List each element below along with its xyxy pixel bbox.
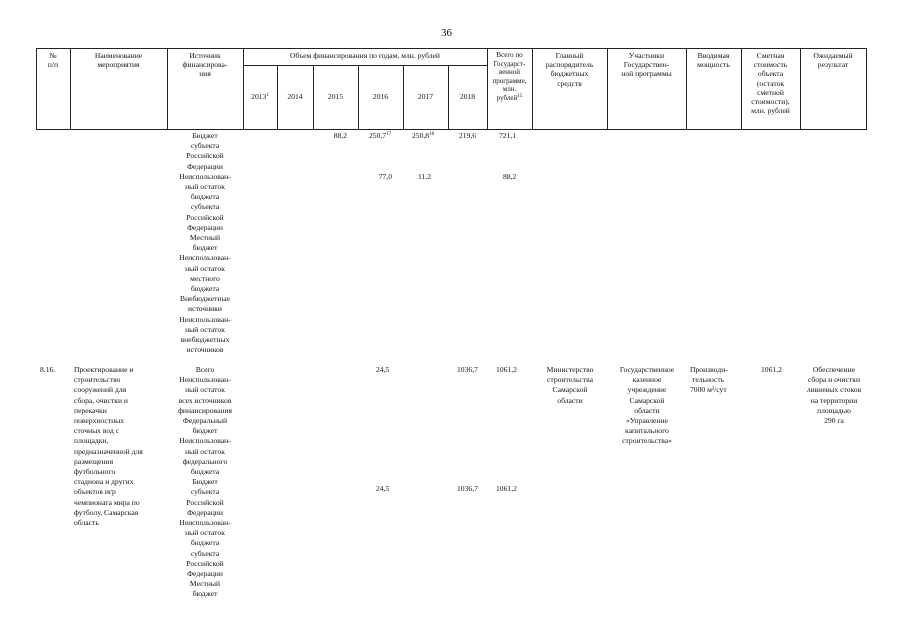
header-year-2014: 2014 bbox=[287, 92, 303, 101]
row-816-sources: Всего Неиспользован- ный остаток всех источников финансирования Федеральный бюджет Неиспользован- ный остаток федерального бюджета Бюджет субъекта Российской Федерации Неиспользован- ный остаток бюджета субъекта Российской Федерации Местный бюджет bbox=[178, 365, 232, 599]
top-row1-2017: 250,8$^{18}$ bbox=[412, 131, 435, 140]
funding-group-divider bbox=[243, 65, 487, 66]
col-divider bbox=[866, 48, 867, 130]
row-816-name: Проектирование и строительство сооружений для сбора, очистки и перекачки поверхностных сточных вод с площадки, предназначенной для размещения футбольного стадиона и других объектов игр чемпионата мира по футболу, Самарская область bbox=[74, 365, 143, 528]
header-year-2016: 2016 bbox=[372, 92, 389, 101]
top-sources-list: Бюджет субъекта Российской Федерации Неиспользован- ный остаток бюджета субъекта Российской Федерации Местный бюджет Неиспользован- ный остаток местного бюджета Внебюджетные источники Неиспользован- ный остаток внебюджетных источников bbox=[179, 131, 231, 355]
header-estimate: Сметная стоимость объекта (остаток сметной стоимости), млн. рублей bbox=[751, 51, 790, 116]
header-total: Всего по Государст- венной программе, млн. рублей$^{15}$ bbox=[492, 51, 527, 102]
row-816-region-sum: 1061,2 bbox=[496, 484, 517, 493]
top-row1-total: 721,1 bbox=[499, 131, 517, 140]
header-participants: Участники Государствен- ной программы bbox=[621, 51, 672, 79]
header-funding-group: Объем финансирования по годам, млн. рублей bbox=[290, 51, 440, 60]
top-row1-2018: 219,6 bbox=[459, 131, 477, 140]
row-816-capacity: Производи- тельность 7000 м³/сут bbox=[690, 365, 728, 395]
col-divider bbox=[243, 48, 244, 130]
header-result: Ожидаемый результат bbox=[813, 51, 853, 70]
header-year-2015: 2015 bbox=[327, 92, 344, 101]
row-816-total-sum: 1061,2 bbox=[496, 365, 517, 374]
header-num: № п/п bbox=[47, 51, 59, 70]
header-main-manager: Главный распорядитель бюджетных средств bbox=[545, 51, 594, 88]
row-816-total-2015: 24,5 bbox=[376, 365, 390, 374]
top-row2-total: 88,2 bbox=[503, 172, 517, 181]
row-816-result: Обеспечение сбора и очистки ливневых стоков на территории площадью 290 га bbox=[806, 365, 862, 426]
header-name: Наименование мероприятия bbox=[94, 51, 143, 70]
row-816-region-2015: 24,5 bbox=[376, 484, 390, 493]
top-row1-2016: 250,7$^{17}$ bbox=[369, 131, 392, 140]
row-816-total-2018: 1036,7 bbox=[457, 365, 478, 374]
header-year-2017: 2017 bbox=[417, 92, 434, 101]
top-row2-2017: 11,2 bbox=[418, 172, 432, 181]
top-row2-2016: 77,0 bbox=[378, 172, 392, 181]
header-year-2018: 2018 bbox=[459, 92, 476, 101]
page-number: 36 bbox=[441, 27, 452, 39]
header-year-2013: 2013$^1$ bbox=[251, 92, 269, 101]
row-816-manager: Министерство строительства Самарской области bbox=[546, 365, 594, 405]
row-816-estimate: 1061,2 bbox=[761, 365, 782, 374]
top-row1-2015: 88,2 bbox=[333, 131, 347, 140]
row-816-num: 8.16. bbox=[40, 365, 56, 374]
header-capacity: Вводимая мощность bbox=[697, 51, 730, 70]
header-source: Источник финансирова- ния bbox=[182, 51, 228, 79]
row-816-participant: Государственное казенное учреждение Самарской области «Управление капитального строительства» bbox=[619, 365, 675, 446]
row-816-region-2018: 1036,7 bbox=[457, 484, 478, 493]
